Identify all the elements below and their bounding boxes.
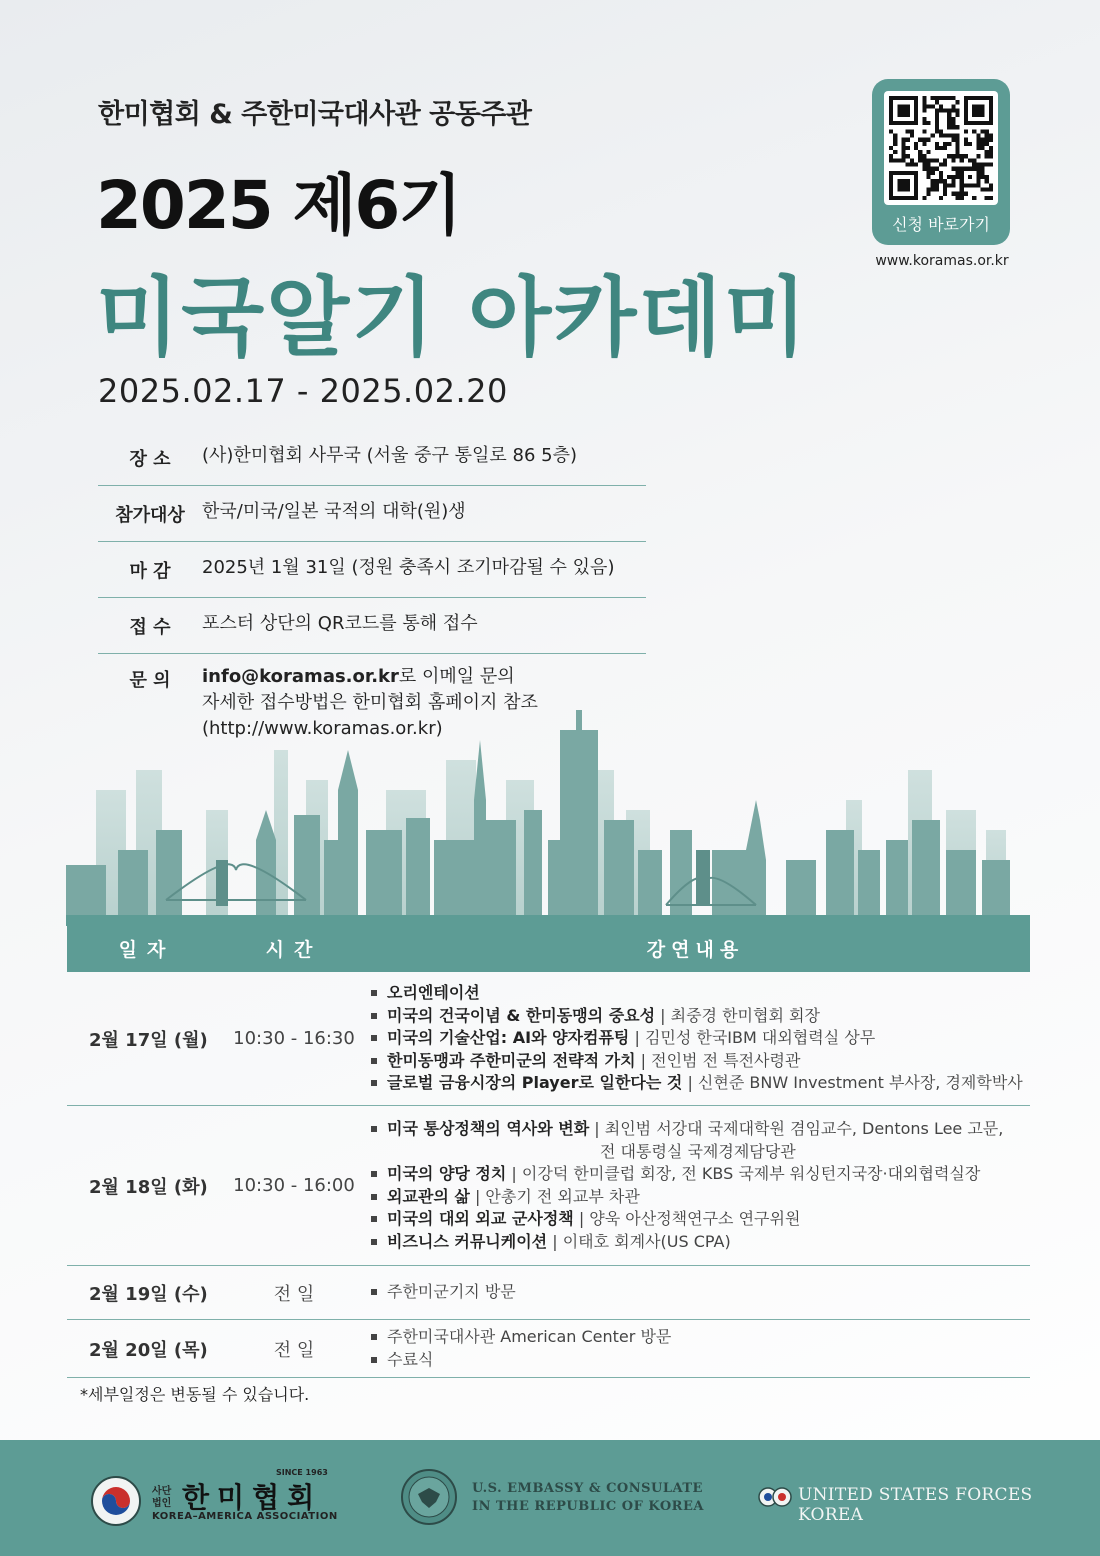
lecture-item-continuation: 전 대통령실 국제경제담당관 (600, 1141, 796, 1161)
contact-email[interactable]: info@koramas.or.kr (202, 666, 399, 687)
schedule-time: 전 일 (273, 1283, 315, 1305)
header-time: 시간 (265, 938, 323, 961)
lecture-item: 주한미군기지 방문 (371, 1281, 1030, 1304)
lecture-item: 한미동맹과 주한미군의 전략적 가치 | 전인범 전 특전사령관 (371, 1050, 1030, 1073)
info-label: 마 감 (129, 561, 171, 582)
contact-email-suffix: 로 이메일 문의 (398, 666, 515, 687)
lecture-item: 오리엔테이션 (371, 982, 1030, 1005)
lecture-item: 수료식 (371, 1349, 1030, 1372)
schedule-table (67, 924, 1030, 1378)
lecture-item: 미국의 건국이념 & 한미동맹의 중요성 | 최중경 한미협회 회장 (371, 1005, 1030, 1028)
usfk-name: UNITED STATES FORCES KOREA (798, 1485, 1033, 1525)
kaa-emblem-icon (90, 1475, 142, 1527)
info-row-deadline (98, 542, 646, 598)
lecture-item: 비즈니스 커뮤니케이션 | 이태호 회계사(US CPA) (371, 1231, 1030, 1254)
schedule-time: 10:30 - 16:00 (233, 1175, 355, 1196)
schedule-row (67, 1106, 1030, 1266)
schedule-date: 2월 20일 (목) (89, 1339, 208, 1361)
info-table (98, 430, 646, 742)
lecture-item: 주한미국대사관 American Center 방문 (371, 1326, 1030, 1349)
lecture-list (361, 1326, 1030, 1371)
schedule-row (67, 1266, 1030, 1320)
info-label: 접 수 (129, 617, 171, 638)
schedule-row (67, 972, 1030, 1106)
schedule-date: 2월 18일 (화) (89, 1176, 208, 1198)
lecture-item: 미국의 기술산업: AI와 양자컴퓨팅 | 김민성 한국IBM 대외협력실 상무 (371, 1027, 1030, 1050)
edition-heading: 2025 제6기 (96, 167, 461, 244)
info-value: 포스터 상단의 QR코드를 통해 접수 (202, 613, 478, 634)
header-content: 강연내용 (646, 938, 745, 961)
schedule-time: 전 일 (273, 1339, 315, 1361)
qr-code-icon[interactable] (884, 91, 998, 205)
kaa-corp-label: 사단 법인 (152, 1486, 172, 1509)
info-label: 장 소 (129, 449, 171, 470)
lecture-item: 미국의 대외 외교 군사정책 | 양욱 아산정책연구소 연구위원 (371, 1208, 1030, 1231)
schedule-row (67, 1320, 1030, 1378)
contact-homepage[interactable]: (http://www.koramas.or.kr) (202, 718, 443, 739)
kaa-since: SINCE 1963 (276, 1468, 328, 1477)
schedule-time: 10:30 - 16:30 (233, 1028, 355, 1049)
schedule-date: 2월 19일 (수) (89, 1283, 208, 1305)
lecture-list (361, 1118, 1030, 1253)
info-row-application (98, 598, 646, 654)
kaa-english-name: KOREA–AMERICA ASSOCIATION (152, 1511, 338, 1522)
academy-title: 미국알기 아카데미 (96, 268, 809, 368)
info-value: 한국/미국/일본 국적의 대학(원)생 (202, 501, 466, 522)
header-date: 일자 (118, 938, 176, 961)
schedule-header (67, 924, 1030, 972)
lecture-item: 외교관의 삶 | 안총기 전 외교부 차관 (371, 1186, 1030, 1209)
qr-apply-label: 신청 바로가기 (892, 215, 990, 234)
info-value: (사)한미협회 사무국 (서울 중구 통일로 86 5층) (202, 445, 577, 466)
lecture-item: 미국의 양당 정치 | 이강덕 한미클럽 회장, 전 KBS 국제부 워싱턴지국장·대외협력실장 (371, 1163, 1030, 1186)
event-dates: 2025.02.17 - 2025.02.20 (98, 372, 508, 410)
qr-apply-card[interactable] (872, 79, 1010, 245)
embassy-name: U.S. EMBASSY & CONSULATE IN THE REPUBLIC OF KOREA (472, 1481, 704, 1514)
lecture-list (361, 982, 1030, 1095)
lecture-item: 미국 통상정책의 역사와 변화 | 최인범 서강대 국제대학원 겸임교수, Dentons Lee 고문, (371, 1118, 1030, 1141)
info-row-venue (98, 430, 646, 486)
info-row-eligibility (98, 486, 646, 542)
usfk-emblem-icon (758, 1483, 792, 1511)
sponsor-footer (0, 1440, 1100, 1556)
skyline-illustration (66, 700, 1030, 926)
schedule-date: 2월 17일 (월) (89, 1029, 208, 1051)
info-label: 문 의 (129, 670, 171, 691)
kaa-name: 한미협회 (182, 1481, 323, 1514)
embassy-seal-icon (400, 1468, 458, 1526)
info-label: 참가대상 (115, 505, 185, 526)
contact-line2: 자세한 접수방법은 한미협회 홈페이지 참조 (202, 692, 538, 713)
schedule-note: *세부일정은 변동될 수 있습니다. (80, 1385, 310, 1404)
qr-website-url[interactable]: www.koramas.or.kr (875, 253, 1009, 269)
organizer-line: 한미협회 & 주한미국대사관 공동주관 (98, 99, 532, 130)
lecture-list (361, 1281, 1030, 1304)
info-value: 2025년 1월 31일 (정원 충족시 조기마감될 수 있음) (202, 557, 615, 578)
lecture-item: 글로벌 금융시장의 Player로 일한다는 것 | 신현준 BNW Investment 부사장, 경제학박사 (371, 1072, 1030, 1095)
